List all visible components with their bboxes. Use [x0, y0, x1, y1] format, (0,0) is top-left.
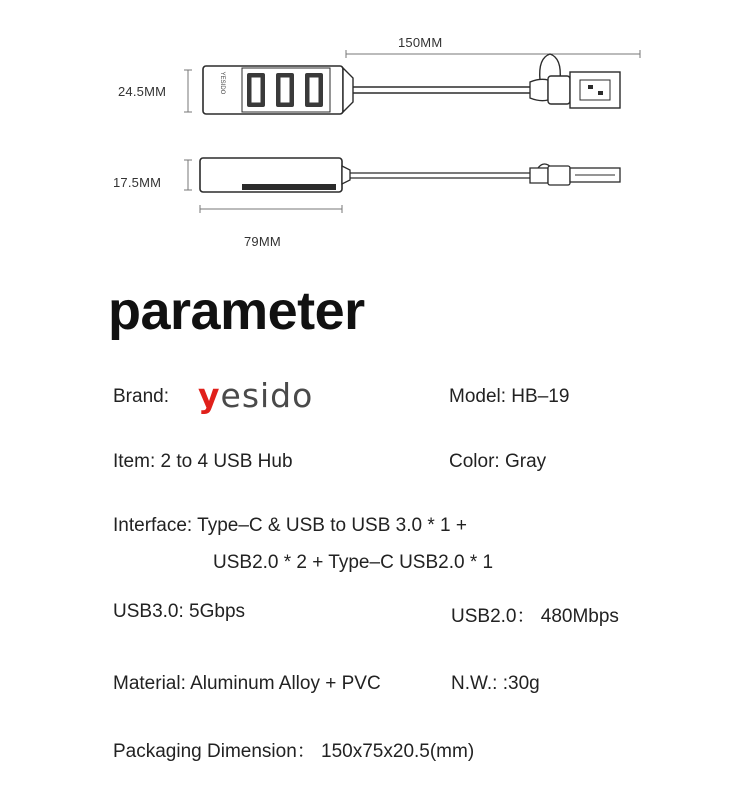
spec-usb3: USB3.0: 5Gbps — [113, 601, 246, 622]
side-height-label: 17.5MM — [113, 175, 162, 190]
port-labels — [0, 0, 1, 1]
logo-y: y — [198, 376, 221, 415]
top-width-label: 150MM — [398, 35, 443, 50]
spec-color: Color: Gray — [449, 451, 547, 472]
side-height-dimension-line — [184, 160, 192, 190]
side-width-label: 79MM — [244, 234, 281, 249]
hub-side-view — [200, 158, 620, 192]
spec-material: Material: Aluminum Alloy + PVC — [113, 673, 381, 694]
port-label-usb2 — [0, 0, 1, 1]
top-height-label: 24.5MM — [118, 84, 167, 99]
hub-top-view — [203, 54, 620, 114]
yesido-logo — [198, 376, 313, 415]
spec-packaging: Packaging Dimension： 150x75x20.5(mm) — [113, 741, 475, 762]
spec-interface-line1: Interface: Type–C & USB to USB 3.0 * 1 + — [113, 515, 467, 536]
logo-rest: esido — [220, 376, 314, 415]
side-width-dimension-line — [200, 205, 342, 213]
hub-dimension-diagram — [0, 0, 750, 260]
page-title: parameter — [108, 281, 365, 341]
brand-label: Brand: — [113, 386, 169, 407]
top-height-dimension-line — [184, 70, 192, 112]
width-dimension-line — [346, 50, 640, 58]
spec-item: Item: 2 to 4 USB Hub — [113, 451, 293, 472]
spec-weight: N.W.: :30g — [451, 673, 540, 694]
spec-model: Model: HB–19 — [449, 386, 570, 407]
spec-interface-line2: USB2.0 * 2 + Type–C USB2.0 * 1 — [213, 552, 494, 573]
spec-usb2: USB2.0： 480Mbps — [451, 606, 619, 627]
hub-brand-print: YESIDO — [219, 71, 225, 95]
